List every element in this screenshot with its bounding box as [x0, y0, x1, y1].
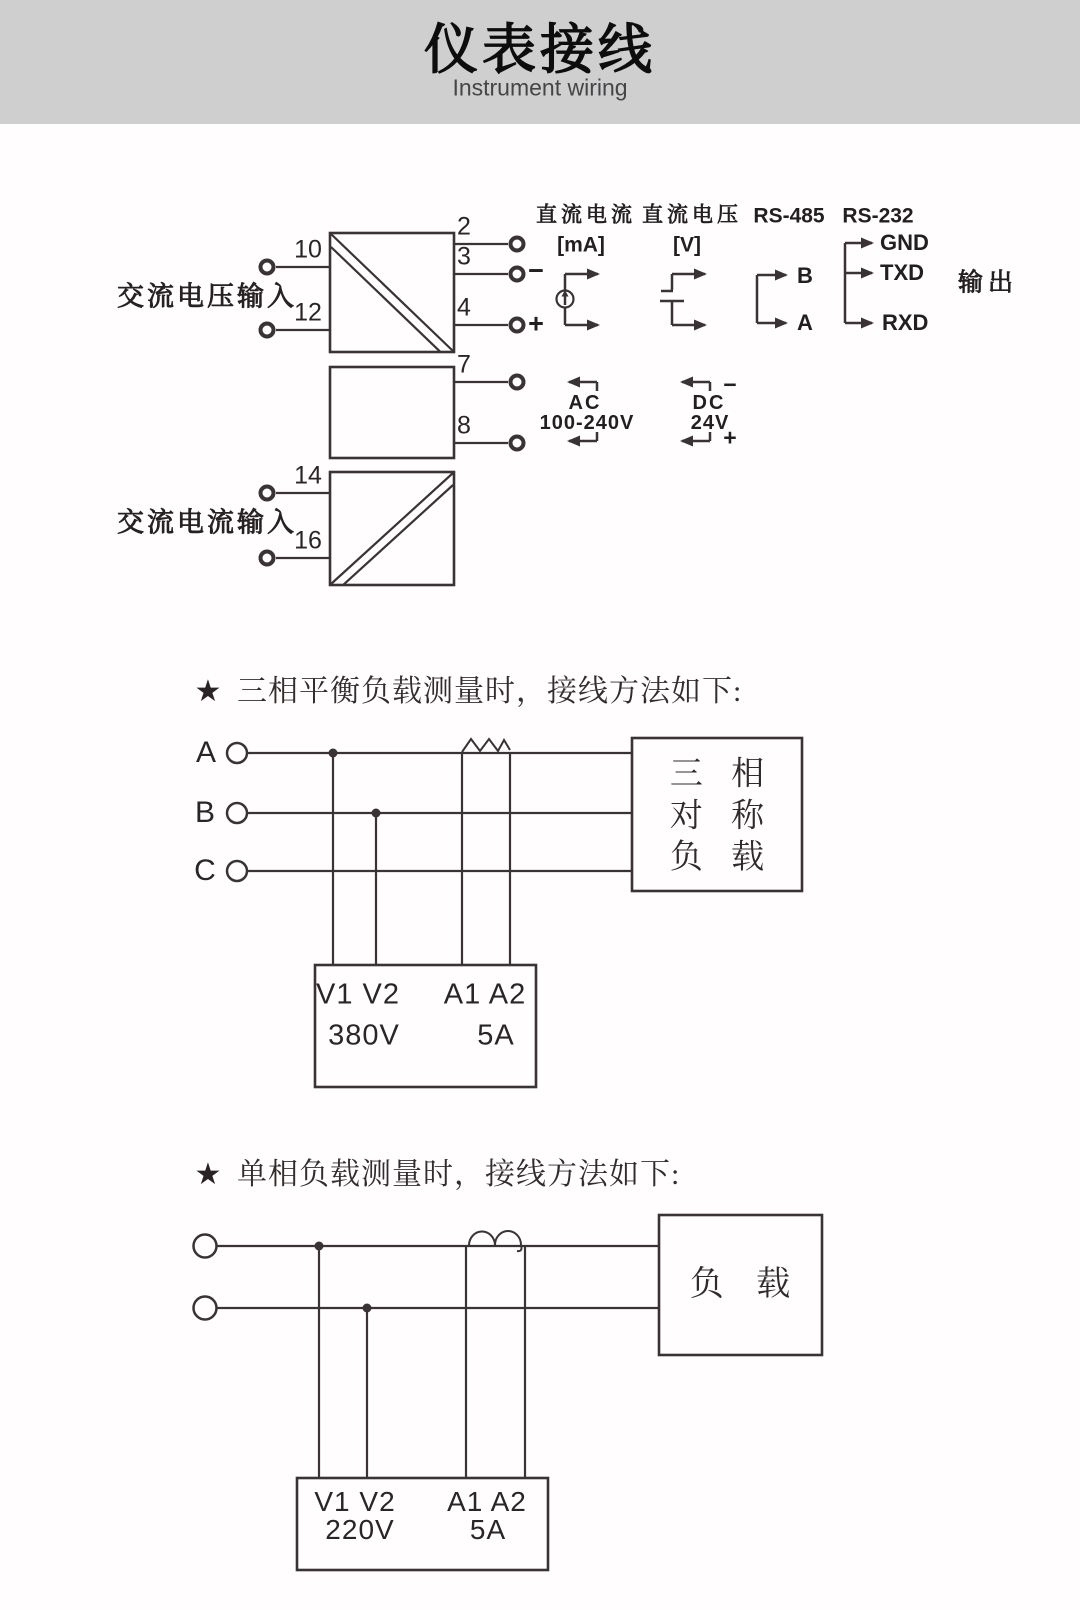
rs485-title: RS-485 — [753, 204, 825, 228]
three-phase-star-icon: ★ — [194, 675, 222, 708]
dc-current-title: 直流电流 — [536, 203, 636, 227]
junction-dot — [315, 1242, 324, 1251]
dc-power-label-2: 24V — [690, 412, 730, 434]
phase-c-label: C — [194, 854, 216, 887]
ac-power-label-1: AC — [568, 392, 602, 414]
terminal-3-polarity: − — [528, 255, 544, 286]
single-phase-load-text: 负 载 — [689, 1266, 803, 1303]
terminal-16-label: 16 — [294, 526, 322, 555]
terminal-10-label: 10 — [294, 235, 322, 264]
terminal-3-label: 3 — [457, 242, 471, 271]
dc-voltage-title: 直流电压 — [642, 203, 742, 227]
dc-voltage-battery-symbol — [660, 274, 705, 325]
junction-dot — [363, 1304, 372, 1313]
terminal-12-label: 12 — [294, 298, 322, 327]
rs232-bracket — [845, 243, 872, 323]
rs485-b-label: B — [797, 263, 813, 288]
terminal-4-label: 4 — [457, 293, 471, 322]
three-phase-meter-voltage: 380V — [328, 1019, 400, 1052]
line-terminal — [194, 1297, 217, 1320]
terminal-8-circle — [511, 437, 524, 450]
rs485-bracket — [757, 275, 786, 323]
three-phase-meter-a-terminals: A1 A2 — [443, 978, 527, 1011]
three-phase-load-text-row2: 对 称 — [669, 798, 775, 835]
single-phase-heading: 单相负载测量时，接线方法如下: — [237, 1158, 681, 1191]
terminal-7-label: 7 — [457, 350, 471, 379]
instrument-block — [330, 233, 454, 596]
page-title: 仪表接线 — [424, 20, 656, 80]
single-phase-meter-current: 5A — [469, 1514, 507, 1545]
terminal-3-circle — [511, 268, 524, 281]
line-terminal — [194, 1235, 217, 1258]
dc-current-source-symbol — [557, 274, 599, 325]
terminal-4-polarity: + — [528, 308, 544, 339]
junction-dot — [372, 809, 381, 818]
three-phase-load-text-row1: 三 相 — [669, 756, 775, 793]
single-phase-meter-v-terminals: V1 V2 — [314, 1486, 396, 1517]
three-phase-meter-current: 5A — [477, 1019, 515, 1052]
terminal-8-label: 8 — [457, 411, 471, 440]
rs232-title: RS-232 — [842, 204, 914, 228]
three-phase-heading: 三相平衡负载测量时，接线方法如下: — [237, 675, 743, 708]
dc-current-unit: [mA] — [557, 233, 605, 257]
phase-c-terminal — [227, 861, 247, 881]
page-subtitle: Instrument wiring — [452, 74, 628, 101]
phase-b-terminal — [227, 803, 247, 823]
phase-a-label: A — [195, 736, 217, 769]
terminal-12-circle — [261, 324, 274, 337]
dc-power-minus: − — [723, 371, 737, 398]
terminal-2-label: 2 — [457, 212, 471, 241]
terminal-14-circle — [261, 487, 274, 500]
single-phase-meter-a-terminals: A1 A2 — [447, 1486, 527, 1517]
dc-power-label-1: DC — [692, 392, 726, 414]
terminal-14-label: 14 — [294, 461, 322, 490]
three-phase-load-text-row3: 负 载 — [669, 839, 775, 876]
ct-coil — [469, 1231, 522, 1251]
rs232-txd-label: TXD — [880, 260, 924, 285]
terminal-16-circle — [261, 552, 274, 565]
dc-power-plus: + — [723, 424, 737, 451]
terminal-4-circle — [511, 319, 524, 332]
junction-dot — [329, 749, 338, 758]
three-phase-meter-v-terminals: V1 V2 — [316, 978, 400, 1011]
single-phase-star-icon: ★ — [194, 1158, 222, 1191]
rs232-rxd-label: RXD — [882, 310, 929, 335]
dc-voltage-unit: [V] — [673, 233, 701, 257]
phase-b-label: B — [194, 796, 216, 829]
ct-coil — [462, 739, 510, 752]
terminal-2-circle — [511, 238, 524, 251]
ac-voltage-input-label: 交流电压输入 — [117, 281, 297, 312]
terminal-10-circle — [261, 261, 274, 274]
ac-current-input-label: 交流电流输入 — [117, 507, 297, 538]
terminal-7-circle — [511, 376, 524, 389]
rs485-a-label: A — [797, 310, 813, 335]
single-phase-meter-voltage: 220V — [325, 1514, 395, 1545]
phase-a-terminal — [227, 743, 247, 763]
ac-power-label-2: 100-240V — [539, 412, 635, 434]
output-label: 输出 — [957, 268, 1019, 297]
rs232-gnd-label: GND — [880, 230, 929, 255]
